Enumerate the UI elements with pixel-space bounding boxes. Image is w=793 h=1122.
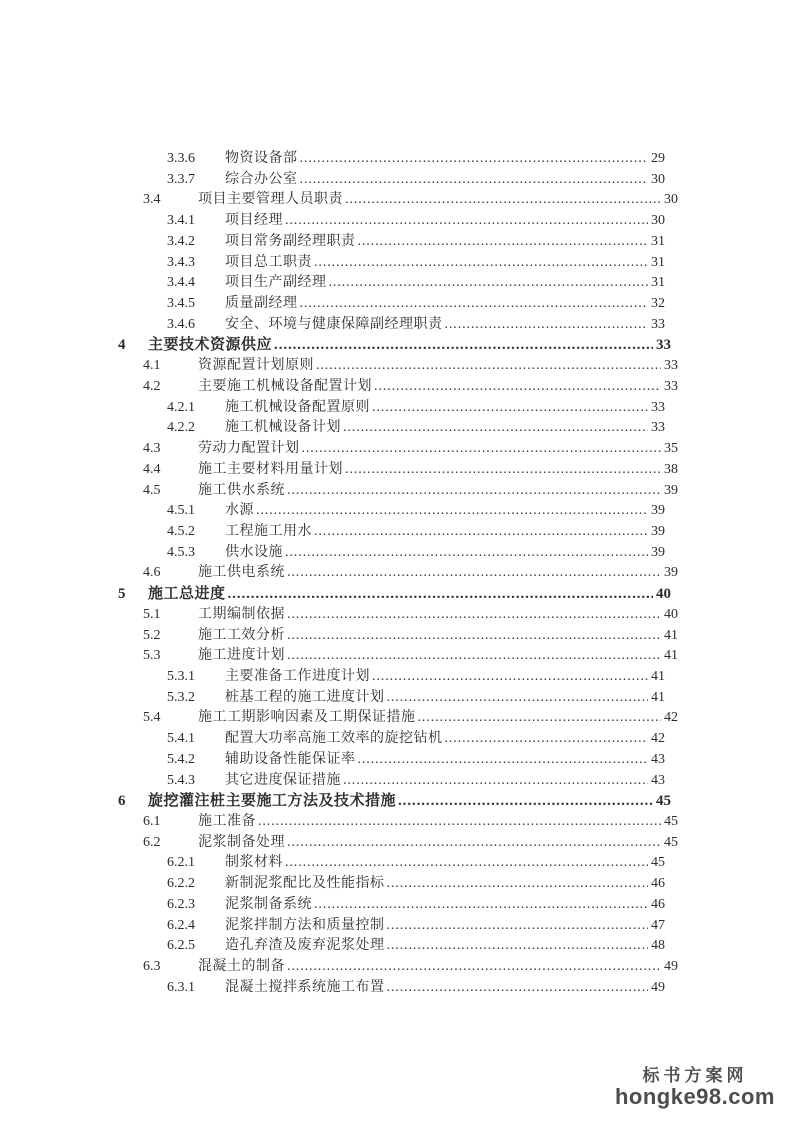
toc-entry[interactable] [0, 273, 793, 294]
dot-leader-icon [256, 501, 648, 522]
toc-entry-title: 制浆材料 [225, 855, 283, 871]
toc-entry-page: 32 [651, 296, 665, 312]
toc-entry-number: 5.3 [143, 648, 161, 664]
toc-entry-number: 5.4.3 [167, 772, 195, 788]
dot-leader-icon [445, 315, 649, 336]
toc-entry-number: 3.4 [143, 192, 161, 208]
toc-entry-number: 3.3.6 [167, 151, 195, 166]
toc-entry[interactable] [0, 626, 793, 647]
toc-entry-page: 39 [651, 523, 665, 539]
toc-entry[interactable] [0, 791, 793, 812]
toc-entry-page: 45 [656, 793, 671, 810]
toc-entry[interactable] [0, 481, 793, 502]
toc-entry-title: 泥浆制备系统 [225, 896, 312, 912]
toc-entry-number: 4.5 [143, 482, 161, 498]
toc-entry-page: 46 [651, 896, 665, 912]
dot-leader-icon [287, 833, 661, 854]
toc-entry-title: 辅助设备性能保证率 [225, 751, 356, 767]
toc-entry-page: 31 [651, 275, 665, 291]
toc-entry-number: 6.2.1 [167, 855, 195, 871]
toc-entry-number: 6.3.1 [167, 979, 195, 995]
dot-leader-icon [316, 356, 661, 377]
dot-leader-icon [387, 978, 649, 999]
toc-entry-number: 6.2.5 [167, 938, 195, 954]
watermark [615, 1066, 775, 1108]
toc-entry[interactable] [0, 294, 793, 315]
toc-entry-page: 35 [664, 441, 678, 457]
toc-entry-title: 项目常务副经理职责 [225, 233, 356, 249]
toc-entry[interactable] [0, 646, 793, 667]
toc-entry-number: 4.3 [143, 441, 161, 457]
toc-entry[interactable] [0, 874, 793, 895]
dot-leader-icon [287, 646, 661, 667]
toc-entry-title: 综合办公室 [225, 171, 298, 187]
toc-entry-title: 主要施工机械设备配置计划 [198, 378, 372, 394]
toc-entry-title: 其它进度保证措施 [225, 772, 341, 788]
toc-entry-number: 6.2.4 [167, 917, 195, 933]
toc-entry-title: 质量副经理 [225, 296, 298, 312]
toc-entry[interactable] [0, 812, 793, 833]
toc-entry-title: 施工机械设备计划 [225, 420, 341, 436]
toc-entry-page: 39 [651, 503, 665, 519]
toc-entry[interactable] [0, 149, 793, 170]
toc-entry[interactable] [0, 398, 793, 419]
toc-entry-page: 33 [656, 337, 671, 354]
toc-entry-number: 3.4.5 [167, 296, 195, 312]
toc-entry[interactable] [0, 957, 793, 978]
toc-entry-number: 6.1 [143, 814, 161, 829]
dot-leader-icon [372, 667, 648, 688]
toc-entry-number: 3.3.7 [167, 171, 195, 187]
toc-entry-title: 施工准备 [198, 814, 256, 829]
toc-entry[interactable] [0, 356, 793, 377]
toc-entry-title: 施工工效分析 [198, 627, 285, 643]
dot-leader-icon [285, 853, 648, 874]
toc-entry[interactable] [0, 584, 793, 605]
toc-entry[interactable] [0, 605, 793, 626]
toc-entry-number: 4.2 [143, 378, 161, 394]
toc-entry-number: 3.4.6 [167, 316, 195, 332]
toc-entry-page: 40 [656, 586, 671, 603]
toc-entry-title: 造孔弃渣及废弃泥浆处理 [225, 938, 385, 954]
toc-entry-title: 桩基工程的施工进度计划 [225, 689, 385, 705]
toc-entry-number: 5.4 [143, 710, 161, 726]
toc-entry-title: 主要准备工作进度计划 [225, 668, 370, 684]
toc-entry-number: 4.2.1 [167, 399, 195, 415]
toc-entry-page: 42 [651, 731, 665, 747]
toc-entry-number: 6.2.3 [167, 896, 195, 912]
dot-leader-icon [358, 232, 649, 253]
toc-entry-title: 泥浆制备处理 [198, 834, 285, 850]
toc-entry-number: 6.3 [143, 959, 161, 975]
dot-leader-icon [358, 750, 649, 771]
toc-entry[interactable] [0, 688, 793, 709]
toc-entry-page: 41 [651, 689, 665, 705]
dot-leader-icon [398, 791, 653, 812]
toc-entry[interactable] [0, 190, 793, 211]
toc-entry-page: 38 [664, 461, 678, 477]
toc-entry-page: 41 [664, 648, 678, 664]
toc-entry-number: 4.2.2 [167, 420, 195, 436]
toc-entry-title: 施工总进度 [148, 586, 226, 603]
dot-leader-icon [287, 481, 661, 502]
toc-entry-number: 3.4.2 [167, 233, 195, 249]
toc-entry-page: 49 [651, 979, 665, 995]
toc-entry-title: 主要技术资源供应 [148, 337, 273, 354]
toc-entry-page: 39 [664, 482, 678, 498]
toc-entry-page: 31 [651, 233, 665, 249]
toc-entry-number: 3.4.3 [167, 254, 195, 270]
dot-leader-icon [287, 563, 661, 584]
dot-leader-icon [314, 895, 648, 916]
dot-leader-icon [387, 936, 649, 957]
dot-leader-icon [374, 377, 661, 398]
dot-leader-icon [387, 874, 649, 895]
toc-entry-title: 配置大功率高施工效率的旋挖钻机 [225, 731, 443, 747]
toc-entry-title: 施工供水系统 [198, 482, 285, 498]
watermark-site-url: hongke98.com [614, 1084, 775, 1109]
toc-entry-title: 水源 [225, 503, 254, 519]
toc-entry-number: 4.6 [143, 565, 161, 581]
toc-entry-page: 33 [651, 316, 665, 332]
toc-entry-title: 施工工期影响因素及工期保证措施 [198, 710, 416, 726]
toc-entry-title: 施工供电系统 [198, 565, 285, 581]
toc-entry-number: 4 [118, 337, 126, 354]
toc-entry-number: 5.1 [143, 606, 161, 622]
toc-entry-number: 5 [118, 586, 126, 603]
toc-entry-title: 施工进度计划 [198, 648, 285, 664]
toc-entry-number: 6.2 [143, 834, 161, 850]
toc-entry-page: 46 [651, 876, 665, 892]
dot-leader-icon [329, 273, 649, 294]
toc-entry[interactable] [0, 563, 793, 584]
toc-entry-number: 3.4.1 [167, 213, 195, 229]
toc-entry-title: 旋挖灌注桩主要施工方法及技术措施 [148, 793, 397, 810]
toc-entry-number: 4.5.1 [167, 503, 195, 519]
dot-leader-icon [285, 543, 648, 564]
toc-entry[interactable] [0, 771, 793, 792]
dot-leader-icon [300, 149, 649, 170]
toc-entry-title: 项目主要管理人员职责 [198, 192, 343, 208]
toc-entry-title: 项目总工职责 [225, 254, 312, 270]
toc-entry[interactable] [0, 833, 793, 854]
dot-leader-icon [418, 708, 662, 729]
toc-entry-number: 5.3.1 [167, 668, 195, 684]
dot-leader-icon [258, 812, 661, 833]
toc-entry-page: 29 [651, 151, 665, 166]
toc-entry-number: 6 [118, 793, 126, 810]
dot-leader-icon [287, 957, 661, 978]
toc-entry-title: 安全、环境与健康保障副经理职责 [225, 316, 443, 332]
toc-entry[interactable] [0, 667, 793, 688]
toc-entry-page: 43 [651, 751, 665, 767]
toc-entry-number: 4.5.2 [167, 523, 195, 539]
dot-leader-icon [314, 522, 648, 543]
toc-entry-title: 混凝土搅拌系统施工布置 [225, 979, 385, 995]
toc-entry-page: 39 [664, 565, 678, 581]
toc-entry-page: 33 [664, 358, 678, 374]
dot-leader-icon [343, 418, 648, 439]
dot-leader-icon [228, 584, 653, 605]
toc-entry-number: 5.4.1 [167, 731, 195, 747]
dot-leader-icon [314, 253, 648, 274]
watermark-site-name: 标书方案网 [642, 1066, 748, 1085]
toc-entry-page: 39 [651, 544, 665, 560]
toc-entry-title: 新制泥浆配比及性能指标 [225, 876, 385, 892]
toc-entry-page: 47 [651, 917, 665, 933]
dot-leader-icon [372, 398, 648, 419]
toc-entry[interactable] [0, 916, 793, 937]
toc-entry-page: 33 [651, 399, 665, 415]
dot-leader-icon [345, 460, 661, 481]
dot-leader-icon [445, 729, 649, 750]
toc-entry-number: 4.5.3 [167, 544, 195, 560]
toc-entry-title: 泥浆拌制方法和质量控制 [225, 917, 385, 933]
dot-leader-icon [302, 439, 662, 460]
dot-leader-icon [274, 335, 653, 356]
toc-entry[interactable] [0, 895, 793, 916]
toc-entry[interactable] [0, 708, 793, 729]
toc-entry[interactable] [0, 501, 793, 522]
toc-entry-number: 4.4 [143, 461, 161, 477]
toc-entry-page: 30 [664, 192, 678, 208]
toc-entry-page: 41 [664, 627, 678, 643]
dot-leader-icon [300, 294, 649, 315]
toc-entry[interactable] [0, 460, 793, 481]
toc-entry[interactable] [0, 315, 793, 336]
toc-entry-page: 45 [651, 855, 665, 871]
toc-entry-page: 48 [651, 938, 665, 954]
toc-entry-number: 5.2 [143, 627, 161, 643]
toc-entry[interactable] [0, 729, 793, 750]
toc-entry-page: 30 [651, 171, 665, 187]
toc-entry-page: 40 [664, 606, 678, 622]
toc-entry-number: 6.2.2 [167, 876, 195, 892]
dot-leader-icon [387, 916, 649, 937]
toc-entry-page: 31 [651, 254, 665, 270]
toc-entry-number: 3.4.4 [167, 275, 195, 291]
toc-entry-page: 49 [664, 959, 678, 975]
toc-entry[interactable] [0, 335, 793, 356]
toc-entry[interactable] [0, 543, 793, 564]
toc-entry-title: 资源配置计划原则 [198, 358, 314, 374]
toc-entry[interactable] [0, 170, 793, 191]
table-of-contents [0, 149, 793, 998]
toc-entry-title: 劳动力配置计划 [198, 441, 300, 457]
toc-entry[interactable] [0, 211, 793, 232]
toc-entry-page: 45 [664, 834, 678, 850]
toc-entry[interactable] [0, 522, 793, 543]
toc-entry[interactable] [0, 377, 793, 398]
toc-entry[interactable] [0, 978, 793, 999]
toc-entry-title: 供水设施 [225, 544, 283, 560]
toc-entry-page: 30 [651, 213, 665, 229]
toc-entry[interactable] [0, 253, 793, 274]
dot-leader-icon [285, 211, 648, 232]
toc-entry-title: 工程施工用水 [225, 523, 312, 539]
dot-leader-icon [387, 688, 649, 709]
toc-entry-number: 4.1 [143, 358, 161, 374]
dot-leader-icon [287, 605, 661, 626]
dot-leader-icon [300, 170, 649, 191]
toc-entry-title: 物资设备部 [225, 151, 298, 166]
dot-leader-icon [343, 771, 648, 792]
toc-entry-number: 5.3.2 [167, 689, 195, 705]
toc-entry-page: 41 [651, 668, 665, 684]
toc-entry-page: 43 [651, 772, 665, 788]
toc-entry-title: 施工主要材料用量计划 [198, 461, 343, 477]
toc-entry-title: 施工机械设备配置原则 [225, 399, 370, 415]
toc-entry[interactable] [0, 418, 793, 439]
toc-entry[interactable] [0, 232, 793, 253]
dot-leader-icon [345, 190, 661, 211]
toc-entry[interactable] [0, 853, 793, 874]
dot-leader-icon [287, 626, 661, 647]
toc-entry-page: 33 [664, 378, 678, 394]
toc-entry-title: 工期编制依据 [198, 606, 285, 622]
toc-entry[interactable] [0, 750, 793, 771]
toc-entry-title: 项目生产副经理 [225, 275, 327, 291]
toc-entry-title: 项目经理 [225, 213, 283, 229]
toc-entry-page: 45 [664, 814, 678, 829]
toc-entry-number: 5.4.2 [167, 751, 195, 767]
toc-entry-title: 混凝土的制备 [198, 959, 285, 975]
toc-entry[interactable] [0, 439, 793, 460]
toc-entry-page: 42 [664, 710, 678, 726]
toc-entry[interactable] [0, 936, 793, 957]
toc-entry-page: 33 [651, 420, 665, 436]
